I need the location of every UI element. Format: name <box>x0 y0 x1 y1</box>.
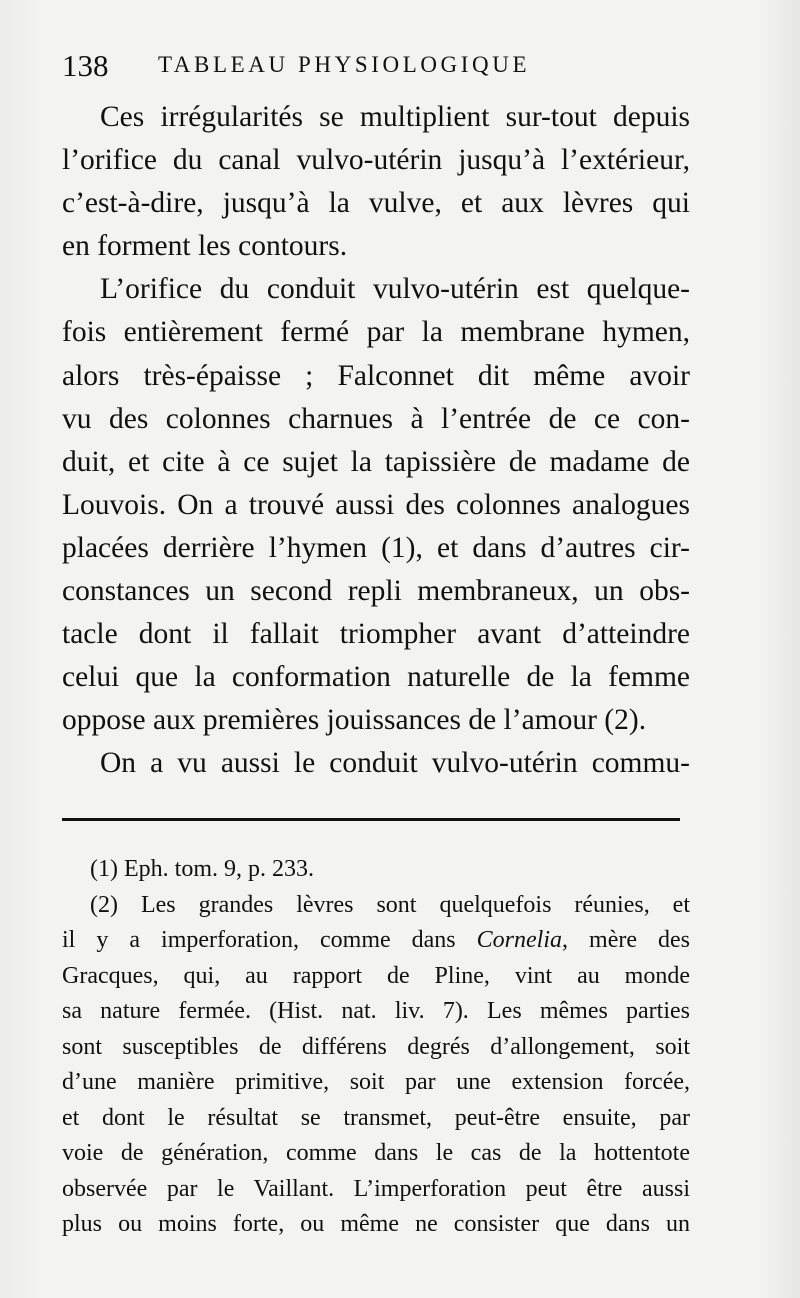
footnote-2-line: sa nature fermée. (Hist. nat. liv. 7). Les mêmes parties <box>62 998 690 1024</box>
footnote-2-line: et dont le résultat se transmet, peut-être ensuite, par <box>62 1104 690 1131</box>
text-line: alors très-épaisse ; Falconnet dit même avoir <box>62 359 690 392</box>
main-text <box>62 96 690 786</box>
text-line: duit, et cite à ce sujet la tapissière de madame de <box>62 445 690 478</box>
text-line: fois entièrement fermé par la membrane hymen, <box>62 316 690 349</box>
footnote-2-line: (2) Les grandes lèvres sont quelquefois réunies, et <box>90 891 690 918</box>
footnote-2-line: observée par le Vaillant. L’imperforation peut être aussi <box>62 1175 690 1202</box>
footnote-2-line <box>62 923 690 959</box>
text-line: On a vu aussi le conduit vulvo-utérin commu- <box>100 747 690 780</box>
footnote-2-line: d’une manière primitive, soit par une extension forcée, <box>62 1069 690 1095</box>
text-line: l’orifice du canal vulvo-utérin jusqu’à l’extérieur, <box>62 144 690 177</box>
text-line: oppose aux premières jouissances de l’amour (2). <box>62 704 647 737</box>
text-line: constances un second repli membraneux, un obs- <box>62 575 690 608</box>
page-header <box>62 48 742 88</box>
running-title: TABLEAU PHYSIOLOGIQUE <box>158 52 531 77</box>
text-line: tacle dont il fallait triompher avant d’atteindre <box>62 618 690 651</box>
text-line: vu des colonnes charnues à l’entrée de ce con- <box>62 402 690 435</box>
page-number: 138 <box>62 48 109 83</box>
footnote-2-line-text: il y a imperforation, comme dans <box>62 927 456 953</box>
footnote-2-line-tail: , mère des <box>562 927 690 953</box>
text-line: c’est-à-dire, jusqu’à la vulve, et aux lèvres qui <box>62 187 690 220</box>
text-line: en forment les contours. <box>62 230 348 263</box>
footnote-rule <box>62 818 680 821</box>
footnote-2-line: voie de génération, comme dans le cas de la hottentote <box>62 1140 690 1166</box>
text-line: Ces irrégularités se multiplient sur-tout depuis <box>100 101 690 133</box>
footnotes <box>62 852 690 1243</box>
footnote-2-line: Gracques, qui, au rapport de Pline, vint au monde <box>62 962 690 989</box>
footnote-1: (1) Eph. tom. 9, p. 233. <box>90 856 314 882</box>
text-line: celui que la conformation naturelle de la femme <box>62 661 690 694</box>
footnote-2-italic-name: Cornelia <box>476 927 563 953</box>
text-line: L’orifice du conduit vulvo-utérin est quelque- <box>100 273 690 306</box>
footnote-2-line: plus ou moins forte, ou même ne consister que dans un <box>62 1211 690 1237</box>
text-line: placées derrière l’hymen (1), et dans d’autres cir- <box>62 531 690 564</box>
text-line: Louvois. On a trouvé aussi des colonnes analogues <box>62 488 690 521</box>
footnote-2-line: sont susceptibles de différens degrés d’allongement, soit <box>62 1033 690 1060</box>
